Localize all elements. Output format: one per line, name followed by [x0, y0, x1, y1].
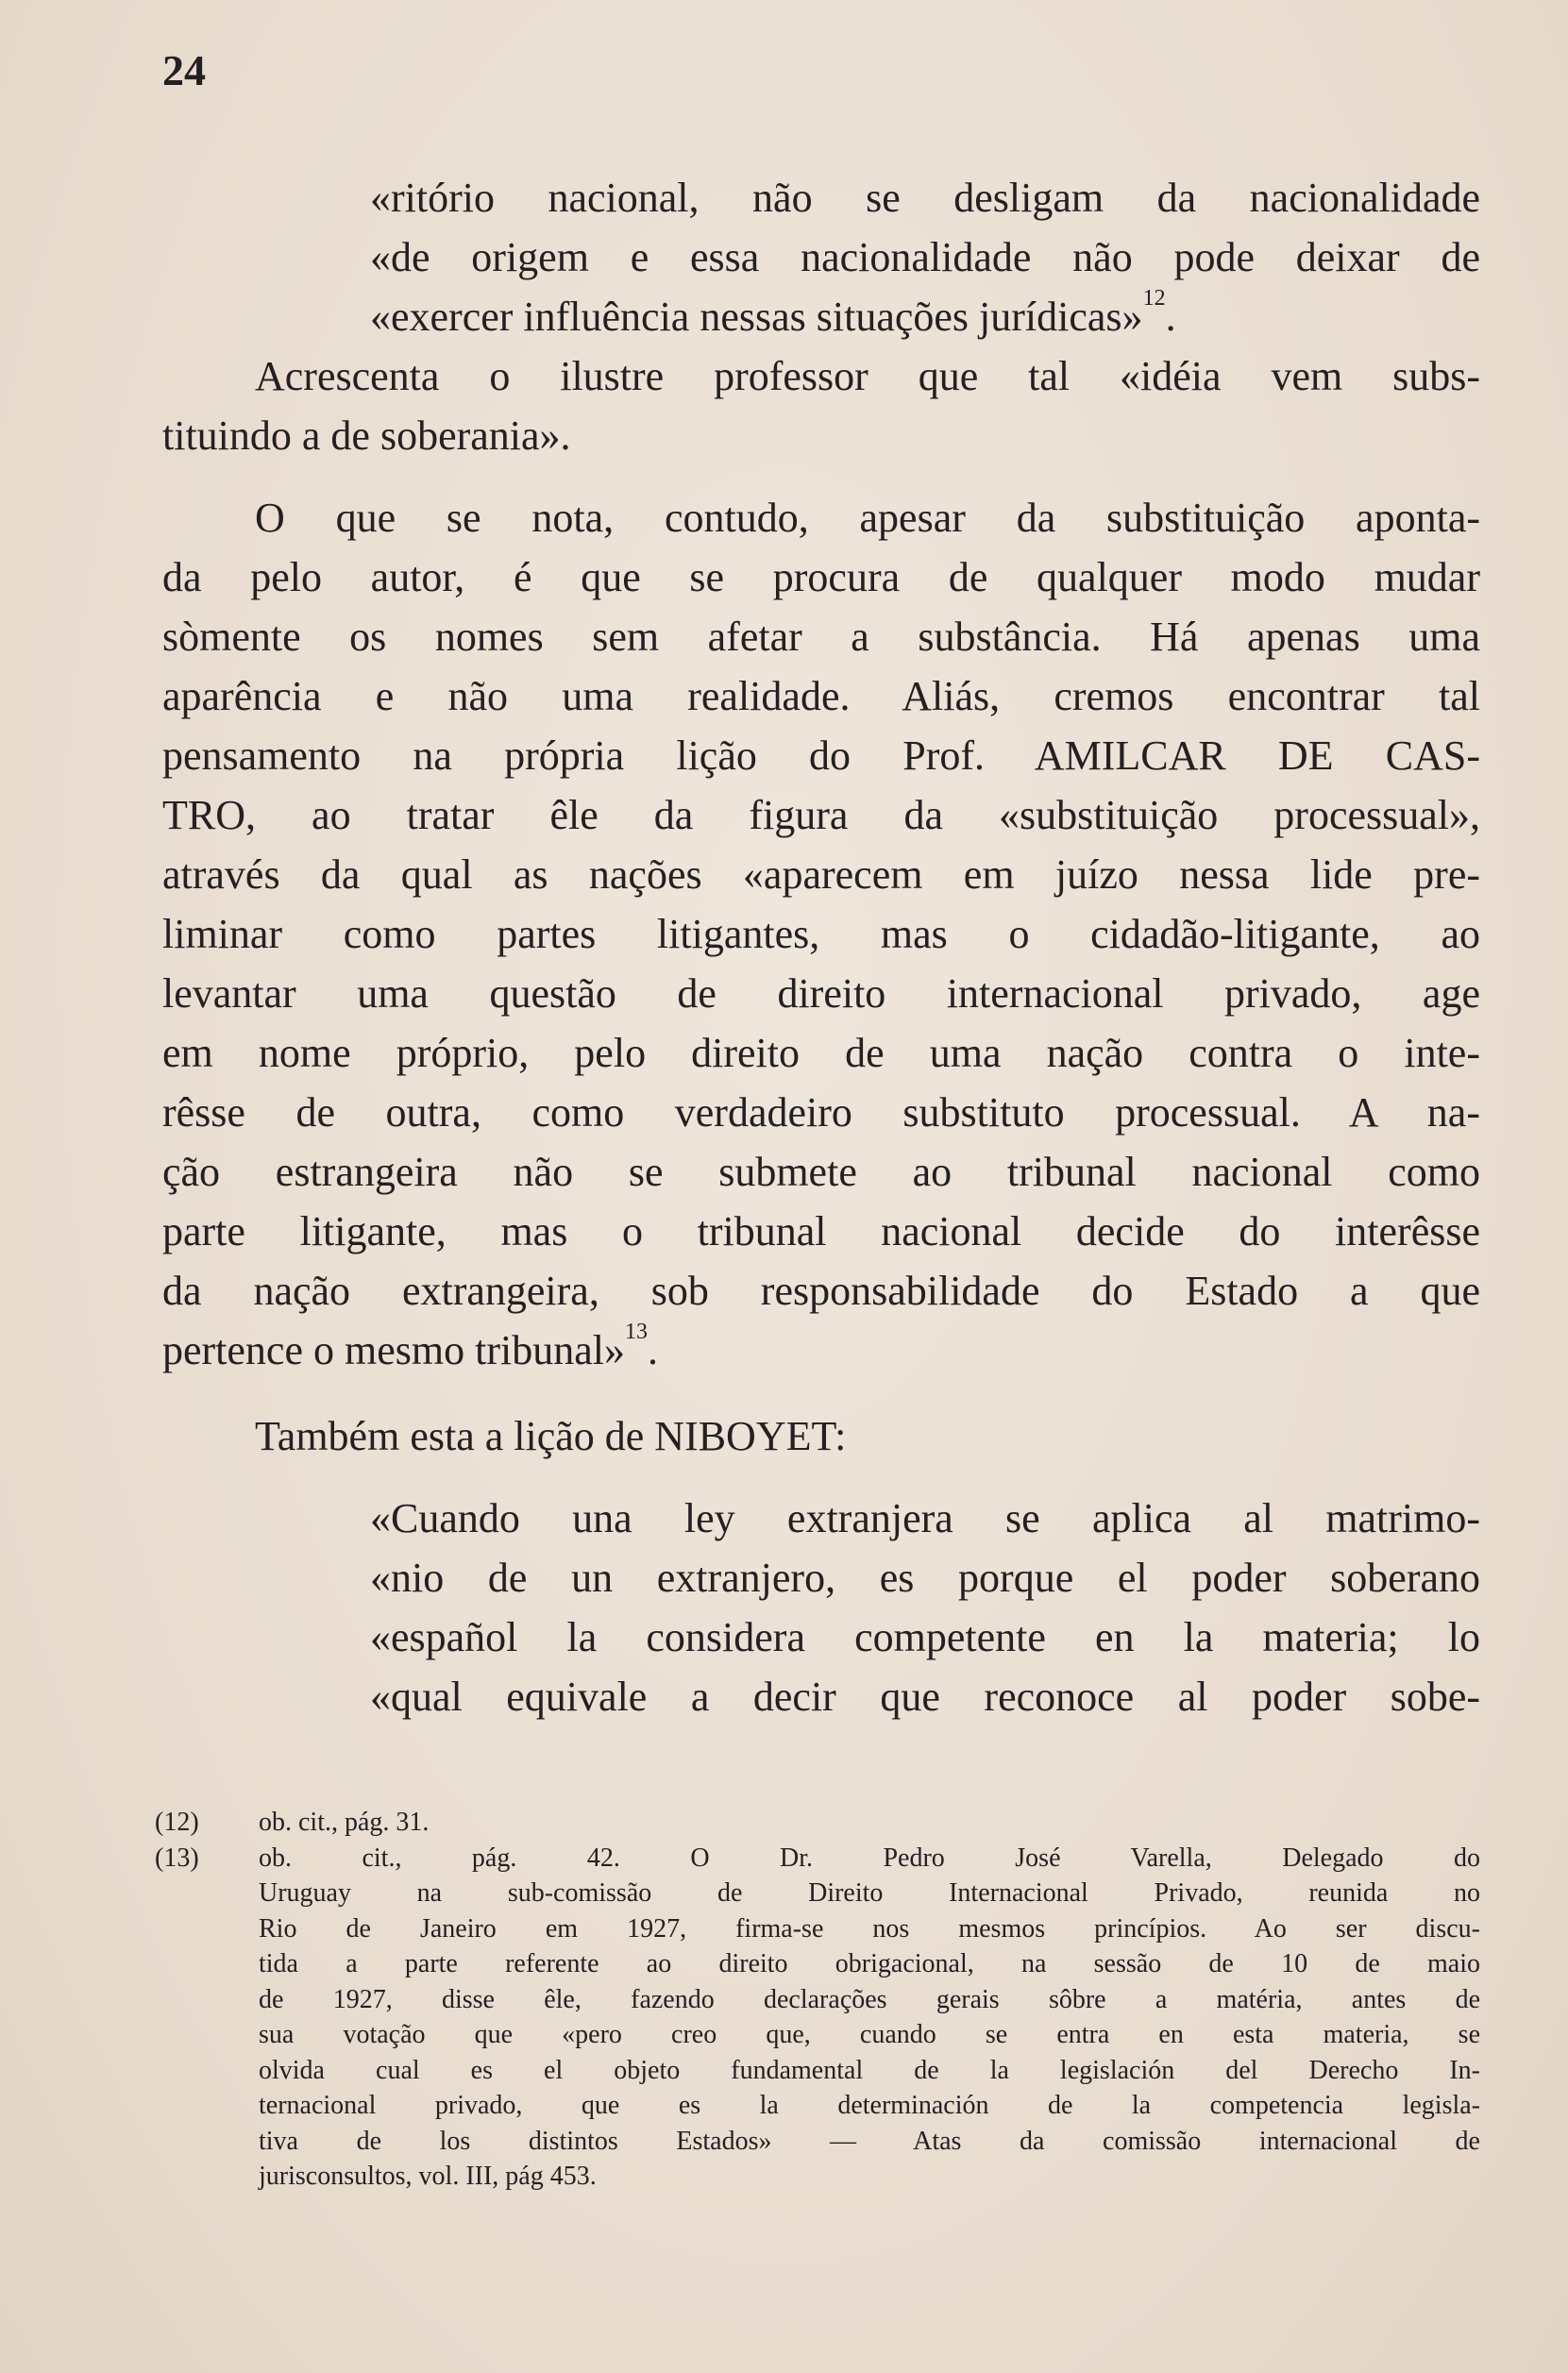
- paragraph-line: aparência e não uma realidade. Aliás, cremos encontrar tal: [162, 673, 1480, 719]
- quote-line: «Cuando una ley extranjera se aplica al matrimo-: [370, 1495, 1480, 1541]
- footnote-line: [155, 2088, 1480, 2124]
- quote-end: .: [1165, 294, 1176, 340]
- quote-line: «qual equivale a decir que reconoce al poder sobe-: [370, 1674, 1480, 1720]
- footnote-text: jurisconsultos, vol. III, pág 453.: [259, 2162, 597, 2191]
- footnote-line: [155, 1946, 1480, 1982]
- footnote-text: ternacional privado, que es la determinación de la competencia legisla-: [259, 2091, 1480, 2120]
- paragraph-line: ção estrangeira não se submete ao tribunal nacional como: [162, 1149, 1480, 1195]
- footnotes: [155, 1805, 1480, 2195]
- quote-line: «de origem e essa nacionalidade não pode deixar de: [370, 234, 1480, 280]
- footnote-ref-12: 12: [1142, 286, 1166, 311]
- paragraph-line: parte litigante, mas o tribunal nacional decide do interêsse: [162, 1208, 1480, 1254]
- paragraph-line: da pelo autor, é que se procura de qualquer modo mudar: [162, 554, 1480, 600]
- paragraph-line: TRO, ao tratar êle da figura da «substituição processual»,: [162, 792, 1480, 838]
- footnote-text: ob. cit., pág. 31.: [259, 1808, 430, 1837]
- footnote-line: [155, 1876, 1480, 1911]
- footnote-line: [155, 2159, 1480, 2195]
- footnote-text: tida a parte referente ao direito obrigacional, na sessão de 10 de maio: [259, 1949, 1480, 1978]
- paragraph-end: .: [647, 1327, 658, 1373]
- footnote-line: [155, 2017, 1480, 2053]
- footnote-ref-13: 13: [624, 1320, 648, 1344]
- paragraph-line: tituindo a de soberania».: [162, 412, 571, 459]
- footnote-number: (12): [155, 1808, 199, 1837]
- footnote-line: [155, 1911, 1480, 1947]
- footnote-text: olvida cual es el objeto fundamental de la legislación del Derecho In-: [259, 2055, 1480, 2085]
- footnote-line: [155, 2124, 1480, 2160]
- quote-text: «exercer influência nessas situações jurídicas»: [370, 294, 1143, 340]
- paragraph-line: pensamento na própria lição do Prof. AMILCAR DE CAS-: [162, 732, 1480, 779]
- footnote-line: [155, 1982, 1480, 2018]
- paragraph-line: em nome próprio, pelo direito de uma nação contra o inte-: [162, 1030, 1480, 1076]
- footnote-12: [155, 1805, 1480, 1841]
- paragraph-line: levantar uma questão de direito internacional privado, age: [162, 970, 1480, 1017]
- page-number: 24: [162, 46, 206, 94]
- paragraph-line: através da qual as nações «aparecem em juízo nessa lide pre-: [162, 851, 1480, 898]
- paragraph-line: liminar como partes litigantes, mas o cidadão-litigante, ao: [162, 911, 1480, 957]
- paragraph-line: Também esta a lição de NIBOYET:: [255, 1413, 847, 1459]
- quote-line: «ritório nacional, não se desligam da nacionalidade: [370, 175, 1480, 221]
- paragraph-line: da nação extrangeira, sob responsabilidade do Estado a que: [162, 1268, 1480, 1314]
- footnote-13: [155, 1841, 1480, 1877]
- quote-line: «nio de un extranjero, es porque el poder soberano: [370, 1555, 1480, 1601]
- footnote-text: de 1927, disse êle, fazendo declarações gerais sôbre a matéria, antes de: [259, 1984, 1480, 2014]
- footnote-text: ob. cit., pág. 42. O Dr. Pedro José Varella, Delegado do: [259, 1843, 1480, 1873]
- paragraph-line: sòmente os nomes sem afetar a substância. Há apenas uma: [162, 614, 1480, 660]
- footnote-number: (13): [155, 1843, 199, 1873]
- quote-line: «español la considera competente en la materia; lo: [370, 1614, 1480, 1660]
- paragraph-line: O que se nota, contudo, apesar da substituição aponta-: [255, 495, 1480, 541]
- quote-line: [370, 287, 1480, 346]
- footnote-text: tiva de los distintos Estados» — Atas da comissão internacional de: [259, 2126, 1480, 2156]
- paragraph-text: pertence o mesmo tribunal»: [162, 1327, 625, 1373]
- body-text: [162, 168, 1480, 1726]
- footnote-text: sua votação que «pero creo que, cuando se entra en esta materia, se: [259, 2020, 1480, 2049]
- footnote-text: Uruguay na sub-comissão de Direito Internacional Privado, reunida no: [259, 1878, 1480, 1908]
- paragraph-line: [162, 1321, 1480, 1380]
- footnote-line: [155, 2053, 1480, 2089]
- paragraph-line: Acrescenta o ilustre professor que tal «idéia vem subs-: [255, 353, 1480, 399]
- footnote-text: Rio de Janeiro em 1927, firma-se nos mesmos princípios. Ao ser discu-: [259, 1913, 1480, 1944]
- paragraph-line: rêsse de outra, como verdadeiro substituto processual. A na-: [162, 1089, 1480, 1136]
